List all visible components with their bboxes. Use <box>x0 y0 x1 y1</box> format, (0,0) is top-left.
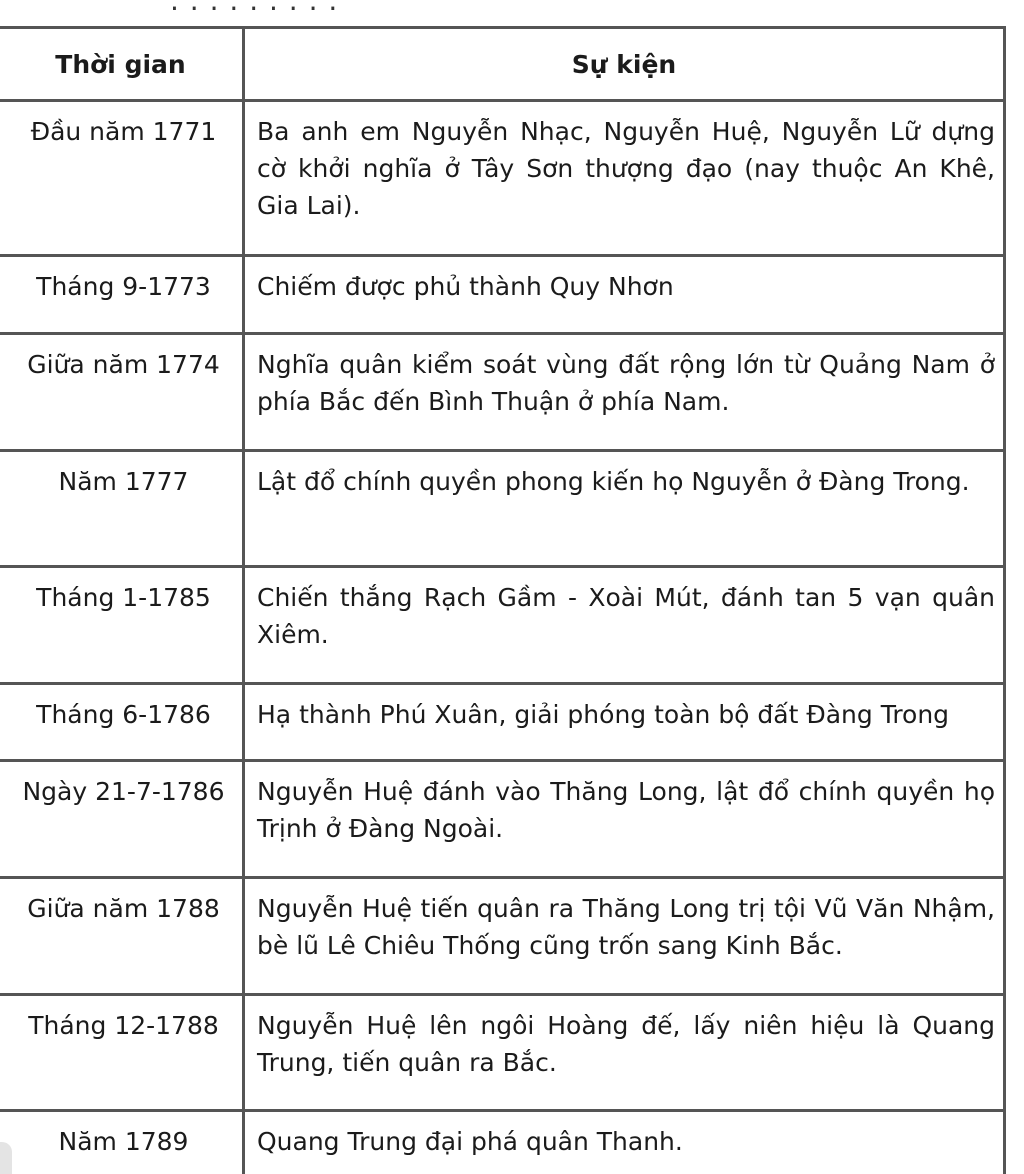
event-cell: Quang Trung đại phá quân Thanh. <box>244 1111 1005 1174</box>
table-row <box>0 451 1005 567</box>
event-cell: Ba anh em Nguyễn Nhạc, Nguyễn Huệ, Nguyễn Lữ dựng cờ khởi nghĩa ở Tây Sơn thượng đạo (nay thuộc An Khê, Gia Lai). <box>244 101 1005 256</box>
time-cell: Đầu năm 1771 <box>0 101 244 256</box>
time-cell: Tháng 12-1788 <box>0 995 244 1111</box>
time-cell: Giữa năm 1788 <box>0 878 244 995</box>
time-cell: Tháng 1-1785 <box>0 567 244 684</box>
event-cell: Hạ thành Phú Xuân, giải phóng toàn bộ đất Đàng Trong <box>244 684 1005 761</box>
time-cell: Năm 1789 <box>0 1111 244 1174</box>
cropped-caption-fragment: . . . . . . . . . <box>170 0 339 17</box>
time-cell: Giữa năm 1774 <box>0 334 244 451</box>
time-cell: Ngày 21-7-1786 <box>0 761 244 878</box>
event-cell: Chiếm được phủ thành Quy Nhơn <box>244 256 1005 334</box>
event-cell: Nghĩa quân kiểm soát vùng đất rộng lớn từ Quảng Nam ở phía Bắc đến Bình Thuận ở phía Nam. <box>244 334 1005 451</box>
time-cell: Tháng 6-1786 <box>0 684 244 761</box>
event-cell: Lật đổ chính quyền phong kiến họ Nguyễn ở Đàng Trong. <box>244 451 1005 567</box>
event-cell: Nguyễn Huệ tiến quân ra Thăng Long trị tội Vũ Văn Nhậm, bè lũ Lê Chiêu Thống cũng trốn sang Kinh Bắc. <box>244 878 1005 995</box>
header-row <box>0 28 1005 101</box>
event-cell: Chiến thắng Rạch Gầm - Xoài Mút, đánh tan 5 vạn quân Xiêm. <box>244 567 1005 684</box>
header-event: Sự kiện <box>244 28 1005 101</box>
time-cell: Tháng 9-1773 <box>0 256 244 334</box>
table-row <box>0 995 1005 1111</box>
table-row <box>0 334 1005 451</box>
table-row <box>0 101 1005 256</box>
event-cell: Nguyễn Huệ lên ngôi Hoàng đế, lấy niên hiệu là Quang Trung, tiến quân ra Bắc. <box>244 995 1005 1111</box>
table-row <box>0 878 1005 995</box>
table-row <box>0 567 1005 684</box>
table-row <box>0 761 1005 878</box>
edge-fragment <box>0 1142 12 1174</box>
event-cell: Nguyễn Huệ đánh vào Thăng Long, lật đổ chính quyền họ Trịnh ở Đàng Ngoài. <box>244 761 1005 878</box>
timeline-table <box>0 26 1006 1174</box>
header-time: Thời gian <box>0 28 244 101</box>
table-row <box>0 256 1005 334</box>
time-cell: Năm 1777 <box>0 451 244 567</box>
table-row <box>0 1111 1005 1174</box>
table-row <box>0 684 1005 761</box>
